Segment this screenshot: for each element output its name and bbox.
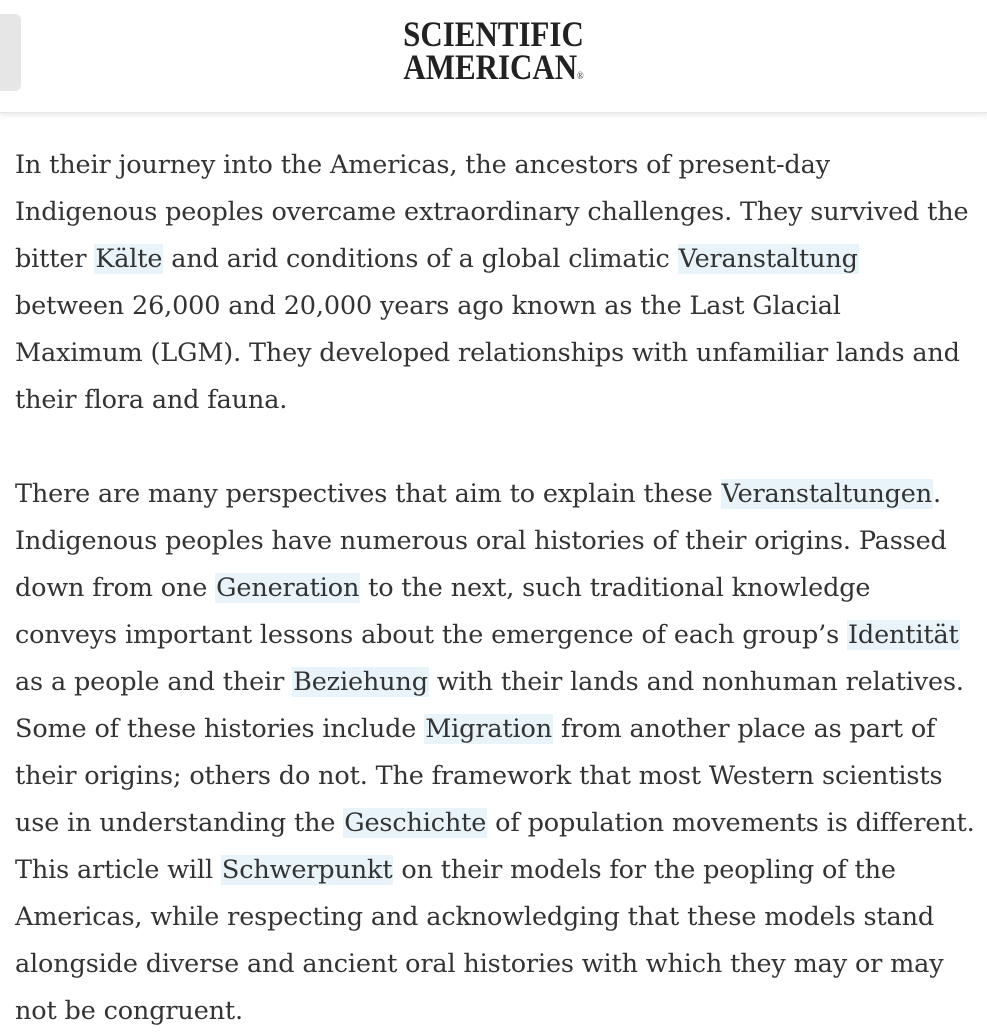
- translated-word-highlight[interactable]: Veranstaltung: [678, 244, 858, 274]
- translated-word-highlight[interactable]: Kälte: [95, 244, 163, 274]
- body-text: In their journey into the Americas, the ancestors of present-day Indigenous peoples overcame extraordinary challenges. They survived the bitter: [15, 150, 969, 274]
- translated-word-highlight[interactable]: Schwerpunkt: [221, 855, 393, 885]
- scientific-american-logo[interactable]: [69, 14, 918, 93]
- body-text: as a people and their: [15, 667, 293, 697]
- article-body: [15, 142, 975, 1035]
- body-text: between 26,000 and 20,000 years ago known as the Last Glacial Maximum (LGM). They developed relationships with unfamiliar lands and their flora and fauna.: [15, 291, 960, 415]
- logo-line-2-text: AMERICAN: [403, 47, 578, 87]
- body-text: on their models for the peopling of the Americas, while respecting and acknowledging that these models stand alongside diverse and ancient oral histories with which they may or may not be congruent.: [15, 855, 944, 1026]
- body-text: . Indigenous peoples have numerous oral histories of their origins. Passed down from one: [15, 479, 947, 603]
- paragraph-2: [15, 471, 975, 1035]
- body-text: of population movements is different. This article will: [15, 808, 975, 885]
- body-text: There are many perspectives that aim to explain these: [15, 479, 721, 509]
- translated-word-highlight[interactable]: Geschichte: [344, 808, 487, 838]
- logo-line-2: [69, 47, 918, 93]
- translated-word-highlight[interactable]: Generation: [216, 573, 360, 603]
- body-text: to the next, such traditional knowledge conveys important lessons about the emergence of each group’s: [15, 573, 871, 650]
- body-text: and arid conditions of a global climatic: [163, 244, 678, 274]
- translated-word-highlight[interactable]: Veranstaltungen: [721, 479, 933, 509]
- body-text: from another place as part of their origins; others do not. The framework that most Western scientists use in understanding the: [15, 714, 943, 838]
- site-header: [0, 0, 987, 113]
- logo-line-1: SCIENTIFIC: [403, 14, 584, 54]
- paragraph-1: [15, 142, 975, 424]
- side-drawer-tab[interactable]: [0, 14, 21, 91]
- translated-word-highlight[interactable]: Migration: [425, 714, 553, 744]
- body-text: with their lands and nonhuman relatives. Some of these histories include: [15, 667, 964, 744]
- translated-word-highlight[interactable]: Beziehung: [293, 667, 428, 697]
- translated-word-highlight[interactable]: Identität: [847, 620, 959, 650]
- registered-mark-icon: ®: [577, 71, 584, 82]
